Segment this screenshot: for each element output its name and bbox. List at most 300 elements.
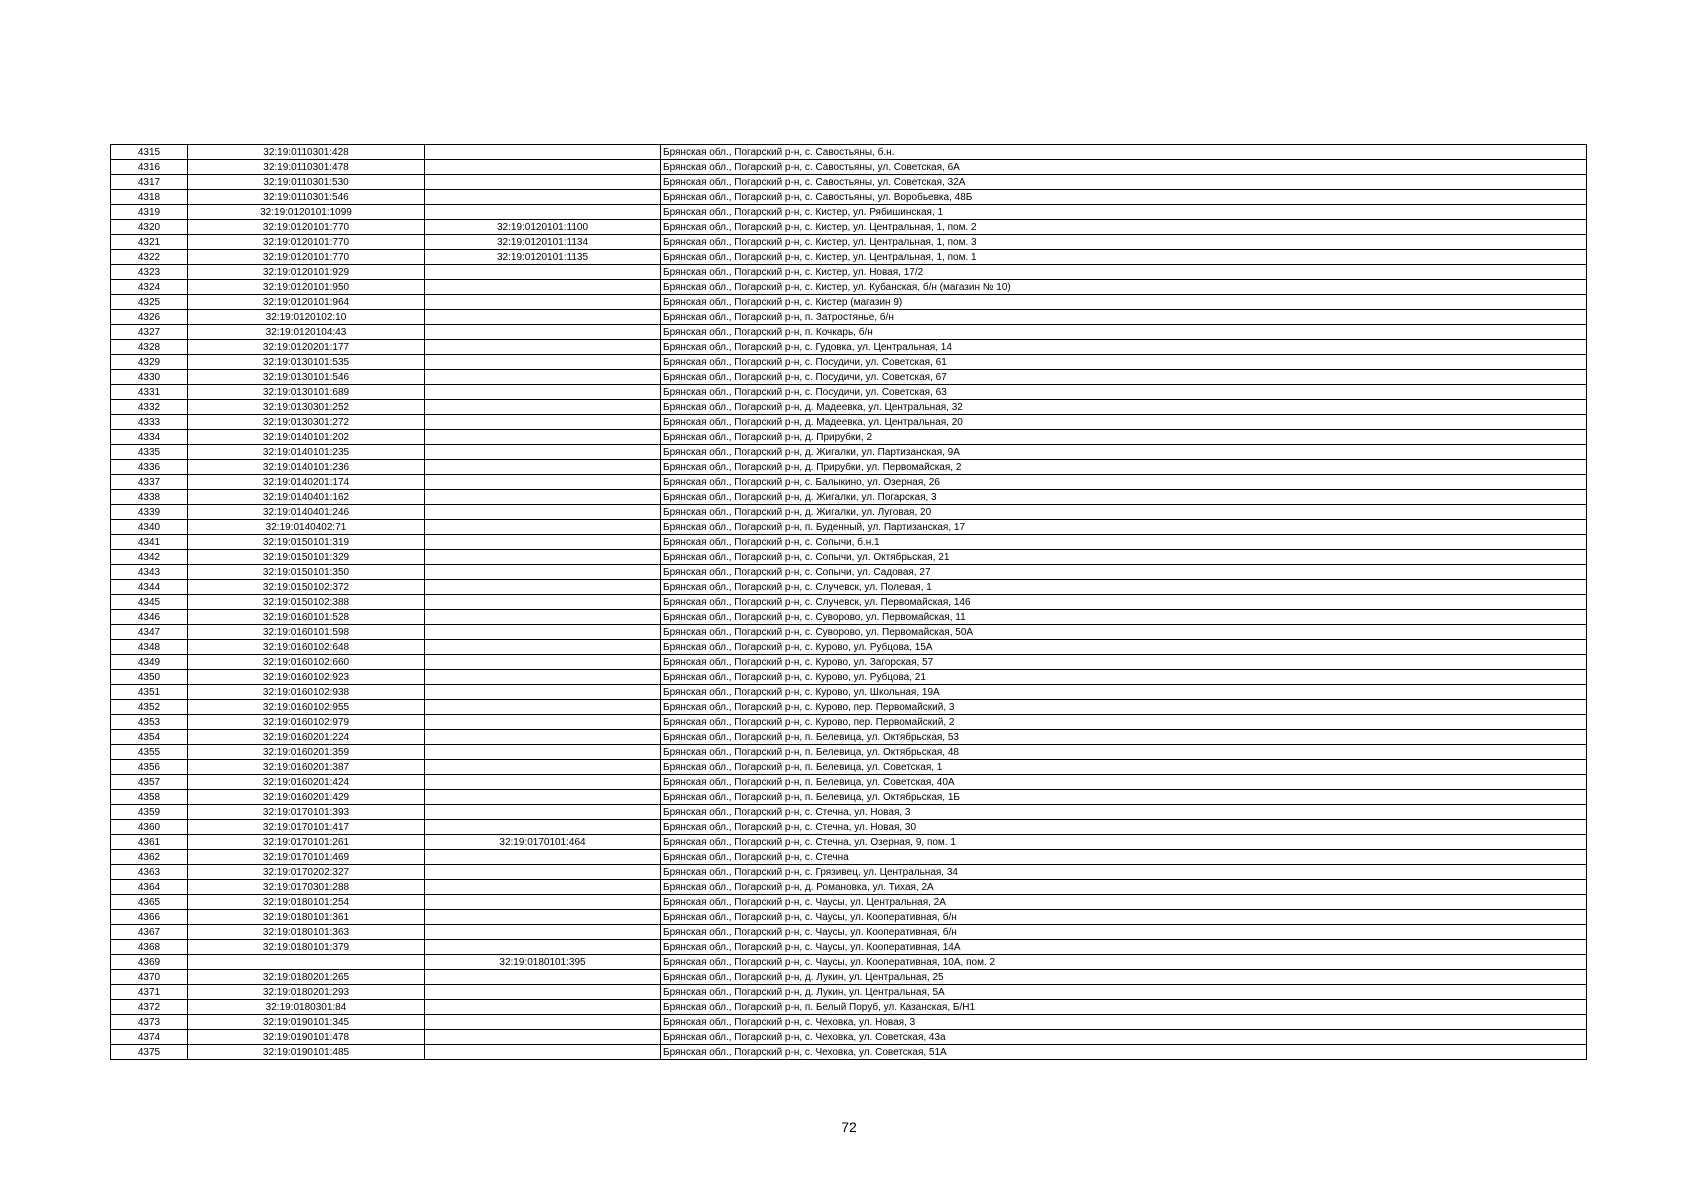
row-number-cell: 4323 xyxy=(111,265,188,280)
part-cadastral-number-cell xyxy=(425,505,661,520)
table-row xyxy=(111,460,1587,475)
row-number-cell: 4358 xyxy=(111,790,188,805)
table-row xyxy=(111,370,1587,385)
part-cadastral-number-cell xyxy=(425,775,661,790)
cadastral-number-cell: 32:19:0160201:359 xyxy=(188,745,425,760)
table-row xyxy=(111,610,1587,625)
part-cadastral-number-cell xyxy=(425,160,661,175)
part-cadastral-number-cell xyxy=(425,715,661,730)
part-cadastral-number-cell xyxy=(425,940,661,955)
address-cell: Брянская обл., Погарский р-н, с. Кистер, ул. Центральная, 1, пом. 3 xyxy=(661,235,1587,250)
cadastral-number-cell: 32:19:0120101:770 xyxy=(188,220,425,235)
table-row xyxy=(111,895,1587,910)
address-cell: Брянская обл., Погарский р-н, п. Белевица, ул. Советская, 40А xyxy=(661,775,1587,790)
part-cadastral-number-cell xyxy=(425,445,661,460)
cadastral-number-cell: 32:19:0130101:689 xyxy=(188,385,425,400)
row-number-cell: 4371 xyxy=(111,985,188,1000)
table-row xyxy=(111,985,1587,1000)
row-number-cell: 4321 xyxy=(111,235,188,250)
table-row xyxy=(111,745,1587,760)
cadastral-number-cell: 32:19:0120101:964 xyxy=(188,295,425,310)
row-number-cell: 4368 xyxy=(111,940,188,955)
address-cell: Брянская обл., Погарский р-н, п. Белый Поруб, ул. Казанская, Б/Н1 xyxy=(661,1000,1587,1015)
cadastral-number-cell: 32:19:0160102:660 xyxy=(188,655,425,670)
cadastral-number-cell: 32:19:0180201:293 xyxy=(188,985,425,1000)
cadastral-number-cell: 32:19:0170101:261 xyxy=(188,835,425,850)
table-row xyxy=(111,805,1587,820)
part-cadastral-number-cell xyxy=(425,760,661,775)
part-cadastral-number-cell xyxy=(425,970,661,985)
part-cadastral-number-cell xyxy=(425,205,661,220)
address-cell: Брянская обл., Погарский р-н, с. Курово, пер. Первомайский, 3 xyxy=(661,700,1587,715)
part-cadastral-number-cell xyxy=(425,745,661,760)
cadastral-number-cell: 32:19:0170101:469 xyxy=(188,850,425,865)
table-row xyxy=(111,220,1587,235)
table-row xyxy=(111,400,1587,415)
address-cell: Брянская обл., Погарский р-н, с. Чаусы, ул. Центральная, 2А xyxy=(661,895,1587,910)
part-cadastral-number-cell xyxy=(425,550,661,565)
row-number-cell: 4315 xyxy=(111,145,188,160)
address-cell: Брянская обл., Погарский р-н, с. Стечна, ул. Новая, 30 xyxy=(661,820,1587,835)
cadastral-number-cell: 32:19:0120101:770 xyxy=(188,235,425,250)
cadastral-number-cell: 32:19:0120201:177 xyxy=(188,340,425,355)
address-cell: Брянская обл., Погарский р-н, с. Гудовка, ул. Центральная, 14 xyxy=(661,340,1587,355)
row-number-cell: 4353 xyxy=(111,715,188,730)
cadastral-number-cell: 32:19:0160101:598 xyxy=(188,625,425,640)
cadastral-number-cell: 32:19:0160102:648 xyxy=(188,640,425,655)
part-cadastral-number-cell xyxy=(425,175,661,190)
table-row xyxy=(111,700,1587,715)
row-number-cell: 4361 xyxy=(111,835,188,850)
part-cadastral-number-cell xyxy=(425,385,661,400)
cadastral-number-cell: 32:19:0180301:84 xyxy=(188,1000,425,1015)
row-number-cell: 4327 xyxy=(111,325,188,340)
cadastral-number-cell: 32:19:0120102:10 xyxy=(188,310,425,325)
table-row xyxy=(111,550,1587,565)
address-cell: Брянская обл., Погарский р-н, п. Кочкарь, б/н xyxy=(661,325,1587,340)
address-cell: Брянская обл., Погарский р-н, д. Прирубки, 2 xyxy=(661,430,1587,445)
part-cadastral-number-cell xyxy=(425,280,661,295)
address-cell: Брянская обл., Погарский р-н, с. Чаусы, ул. Кооперативная, б/н xyxy=(661,910,1587,925)
part-cadastral-number-cell xyxy=(425,460,661,475)
part-cadastral-number-cell xyxy=(425,340,661,355)
part-cadastral-number-cell xyxy=(425,355,661,370)
cadastral-number-cell: 32:19:0140401:162 xyxy=(188,490,425,505)
row-number-cell: 4352 xyxy=(111,700,188,715)
part-cadastral-number-cell: 32:19:0120101:1100 xyxy=(425,220,661,235)
cadastral-number-cell: 32:19:0150102:388 xyxy=(188,595,425,610)
table-row xyxy=(111,505,1587,520)
table-row xyxy=(111,790,1587,805)
address-cell: Брянская обл., Погарский р-н, д. Мадеевка, ул. Центральная, 20 xyxy=(661,415,1587,430)
row-number-cell: 4318 xyxy=(111,190,188,205)
part-cadastral-number-cell: 32:19:0120101:1134 xyxy=(425,235,661,250)
table-row xyxy=(111,850,1587,865)
row-number-cell: 4359 xyxy=(111,805,188,820)
row-number-cell: 4339 xyxy=(111,505,188,520)
row-number-cell: 4331 xyxy=(111,385,188,400)
row-number-cell: 4347 xyxy=(111,625,188,640)
row-number-cell: 4346 xyxy=(111,610,188,625)
cadastral-number-cell: 32:19:0150101:329 xyxy=(188,550,425,565)
address-cell: Брянская обл., Погарский р-н, с. Сопычи, б.н.1 xyxy=(661,535,1587,550)
row-number-cell: 4356 xyxy=(111,760,188,775)
cadastral-number-cell: 32:19:0140201:174 xyxy=(188,475,425,490)
row-number-cell: 4354 xyxy=(111,730,188,745)
table-row xyxy=(111,925,1587,940)
table-row xyxy=(111,385,1587,400)
row-number-cell: 4335 xyxy=(111,445,188,460)
cadastral-number-cell: 32:19:0170301:288 xyxy=(188,880,425,895)
table-row xyxy=(111,490,1587,505)
part-cadastral-number-cell xyxy=(425,370,661,385)
cadastral-number-cell: 32:19:0120101:770 xyxy=(188,250,425,265)
row-number-cell: 4375 xyxy=(111,1045,188,1060)
cadastral-number-cell: 32:19:0190101:345 xyxy=(188,1015,425,1030)
row-number-cell: 4319 xyxy=(111,205,188,220)
cadastral-number-cell: 32:19:0160101:528 xyxy=(188,610,425,625)
table-row xyxy=(111,430,1587,445)
part-cadastral-number-cell xyxy=(425,490,661,505)
cadastral-number-cell: 32:19:0120101:950 xyxy=(188,280,425,295)
address-cell: Брянская обл., Погарский р-н, с. Кистер, ул. Рябишинская, 1 xyxy=(661,205,1587,220)
table-row xyxy=(111,295,1587,310)
address-cell: Брянская обл., Погарский р-н, д. Жигалки, ул. Погарская, 3 xyxy=(661,490,1587,505)
row-number-cell: 4374 xyxy=(111,1030,188,1045)
cadastral-number-cell: 32:19:0120101:929 xyxy=(188,265,425,280)
table-row xyxy=(111,1030,1587,1045)
part-cadastral-number-cell xyxy=(425,985,661,1000)
cadastral-number-cell: 32:19:0160201:424 xyxy=(188,775,425,790)
row-number-cell: 4366 xyxy=(111,910,188,925)
address-cell: Брянская обл., Погарский р-н, с. Кистер, ул. Центральная, 1, пом. 2 xyxy=(661,220,1587,235)
address-cell: Брянская обл., Погарский р-н, с. Посудичи, ул. Советская, 61 xyxy=(661,355,1587,370)
address-cell: Брянская обл., Погарский р-н, с. Савостьяны, ул. Воробьевка, 48Б xyxy=(661,190,1587,205)
address-cell: Брянская обл., Погарский р-н, с. Чаусы, ул. Кооперативная, б/н xyxy=(661,925,1587,940)
cadastral-number-cell: 32:19:0190101:478 xyxy=(188,1030,425,1045)
part-cadastral-number-cell xyxy=(425,850,661,865)
part-cadastral-number-cell xyxy=(425,865,661,880)
cadastral-number-cell: 32:19:0160102:938 xyxy=(188,685,425,700)
part-cadastral-number-cell xyxy=(425,580,661,595)
table-row xyxy=(111,535,1587,550)
table-row xyxy=(111,775,1587,790)
part-cadastral-number-cell xyxy=(425,265,661,280)
cadastral-number-cell: 32:19:0190101:485 xyxy=(188,1045,425,1060)
part-cadastral-number-cell xyxy=(425,1000,661,1015)
table-row xyxy=(111,865,1587,880)
row-number-cell: 4317 xyxy=(111,175,188,190)
address-cell: Брянская обл., Погарский р-н, с. Чаусы, ул. Кооперативная, 10А, пом. 2 xyxy=(661,955,1587,970)
cadastral-number-cell: 32:19:0160201:224 xyxy=(188,730,425,745)
table-row xyxy=(111,205,1587,220)
table-row xyxy=(111,1015,1587,1030)
table-row xyxy=(111,685,1587,700)
cadastral-number-cell: 32:19:0130301:252 xyxy=(188,400,425,415)
address-cell: Брянская обл., Погарский р-н, с. Курово, ул. Рубцова, 15А xyxy=(661,640,1587,655)
row-number-cell: 4357 xyxy=(111,775,188,790)
address-cell: Брянская обл., Погарский р-н, с. Сопычи, ул. Октябрьская, 21 xyxy=(661,550,1587,565)
table-row xyxy=(111,970,1587,985)
table-row xyxy=(111,820,1587,835)
cadastral-number-cell: 32:19:0160201:387 xyxy=(188,760,425,775)
part-cadastral-number-cell xyxy=(425,895,661,910)
cadastral-number-cell: 32:19:0160201:429 xyxy=(188,790,425,805)
cadastral-number-cell: 32:19:0170101:393 xyxy=(188,805,425,820)
part-cadastral-number-cell xyxy=(425,475,661,490)
address-cell: Брянская обл., Погарский р-н, с. Стечна, ул. Озерная, 9, пом. 1 xyxy=(661,835,1587,850)
address-cell: Брянская обл., Погарский р-н, п. Белевица, ул. Октябрьская, 1Б xyxy=(661,790,1587,805)
table-row xyxy=(111,265,1587,280)
row-number-cell: 4355 xyxy=(111,745,188,760)
part-cadastral-number-cell xyxy=(425,535,661,550)
part-cadastral-number-cell: 32:19:0180101:395 xyxy=(425,955,661,970)
table-row xyxy=(111,475,1587,490)
row-number-cell: 4344 xyxy=(111,580,188,595)
address-cell: Брянская обл., Погарский р-н, с. Кистер, ул. Кубанская, б/н (магазин № 10) xyxy=(661,280,1587,295)
part-cadastral-number-cell xyxy=(425,655,661,670)
part-cadastral-number-cell xyxy=(425,700,661,715)
address-cell: Брянская обл., Погарский р-н, п. Белевица, ул. Октябрьская, 48 xyxy=(661,745,1587,760)
row-number-cell: 4340 xyxy=(111,520,188,535)
row-number-cell: 4325 xyxy=(111,295,188,310)
cadastral-number-cell: 32:19:0180101:363 xyxy=(188,925,425,940)
address-cell: Брянская обл., Погарский р-н, д. Жигалки, ул. Партизанская, 9А xyxy=(661,445,1587,460)
address-cell: Брянская обл., Погарский р-н, с. Грязивец, ул. Центральная, 34 xyxy=(661,865,1587,880)
row-number-cell: 4333 xyxy=(111,415,188,430)
row-number-cell: 4348 xyxy=(111,640,188,655)
row-number-cell: 4336 xyxy=(111,460,188,475)
row-number-cell: 4367 xyxy=(111,925,188,940)
part-cadastral-number-cell xyxy=(425,730,661,745)
table-row xyxy=(111,310,1587,325)
address-cell: Брянская обл., Погарский р-н, с. Посудичи, ул. Советская, 67 xyxy=(661,370,1587,385)
part-cadastral-number-cell xyxy=(425,685,661,700)
table-row xyxy=(111,880,1587,895)
address-cell: Брянская обл., Погарский р-н, с. Чеховка, ул. Советская, 51А xyxy=(661,1045,1587,1060)
row-number-cell: 4324 xyxy=(111,280,188,295)
address-cell: Брянская обл., Погарский р-н, с. Сопычи, ул. Садовая, 27 xyxy=(661,565,1587,580)
part-cadastral-number-cell xyxy=(425,190,661,205)
address-cell: Брянская обл., Погарский р-н, с. Курово, ул. Рубцова, 21 xyxy=(661,670,1587,685)
row-number-cell: 4329 xyxy=(111,355,188,370)
cadastral-number-cell: 32:19:0130301:272 xyxy=(188,415,425,430)
address-cell: Брянская обл., Погарский р-н, с. Савостьяны, б.н. xyxy=(661,145,1587,160)
table-row xyxy=(111,340,1587,355)
table-row xyxy=(111,835,1587,850)
address-cell: Брянская обл., Погарский р-н, с. Чеховка, ул. Новая, 3 xyxy=(661,1015,1587,1030)
address-cell: Брянская обл., Погарский р-н, с. Суворово, ул. Первомайская, 50А xyxy=(661,625,1587,640)
address-cell: Брянская обл., Погарский р-н, с. Случевск, ул. Полевая, 1 xyxy=(661,580,1587,595)
row-number-cell: 4343 xyxy=(111,565,188,580)
table-row xyxy=(111,1045,1587,1060)
row-number-cell: 4372 xyxy=(111,1000,188,1015)
cadastral-number-cell: 32:19:0160102:923 xyxy=(188,670,425,685)
cadastral-number-cell: 32:19:0140101:202 xyxy=(188,430,425,445)
cadastral-number-cell: 32:19:0130101:535 xyxy=(188,355,425,370)
row-number-cell: 4334 xyxy=(111,430,188,445)
cadastral-number-cell: 32:19:0150102:372 xyxy=(188,580,425,595)
part-cadastral-number-cell xyxy=(425,625,661,640)
address-cell: Брянская обл., Погарский р-н, с. Чаусы, ул. Кооперативная, 14А xyxy=(661,940,1587,955)
address-cell: Брянская обл., Погарский р-н, п. Затростянье, б/н xyxy=(661,310,1587,325)
address-cell: Брянская обл., Погарский р-н, с. Посудичи, ул. Советская, 63 xyxy=(661,385,1587,400)
table-row xyxy=(111,910,1587,925)
table-row xyxy=(111,160,1587,175)
cadastral-number-cell: 32:19:0140101:236 xyxy=(188,460,425,475)
table-row xyxy=(111,670,1587,685)
address-cell: Брянская обл., Погарский р-н, с. Чеховка, ул. Советская, 43а xyxy=(661,1030,1587,1045)
cadastral-number-cell: 32:19:0120101:1099 xyxy=(188,205,425,220)
cadastral-number-cell: 32:19:0110301:428 xyxy=(188,145,425,160)
address-cell: Брянская обл., Погарский р-н, с. Курово, ул. Загорская, 57 xyxy=(661,655,1587,670)
part-cadastral-number-cell xyxy=(425,880,661,895)
address-cell: Брянская обл., Погарский р-н, с. Курово, пер. Первомайский, 2 xyxy=(661,715,1587,730)
cadastral-number-cell: 32:19:0140101:235 xyxy=(188,445,425,460)
row-number-cell: 4342 xyxy=(111,550,188,565)
cadastral-number-cell: 32:19:0170202:327 xyxy=(188,865,425,880)
part-cadastral-number-cell xyxy=(425,145,661,160)
table-row xyxy=(111,190,1587,205)
cadastral-number-cell xyxy=(188,955,425,970)
part-cadastral-number-cell xyxy=(425,310,661,325)
part-cadastral-number-cell xyxy=(425,295,661,310)
address-cell: Брянская обл., Погарский р-н, д. Мадеевка, ул. Центральная, 32 xyxy=(661,400,1587,415)
table-row xyxy=(111,250,1587,265)
row-number-cell: 4363 xyxy=(111,865,188,880)
table-row xyxy=(111,145,1587,160)
cadastral-number-cell: 32:19:0180101:254 xyxy=(188,895,425,910)
row-number-cell: 4337 xyxy=(111,475,188,490)
cadastral-number-cell: 32:19:0140401:246 xyxy=(188,505,425,520)
row-number-cell: 4350 xyxy=(111,670,188,685)
part-cadastral-number-cell xyxy=(425,1015,661,1030)
table-row xyxy=(111,355,1587,370)
part-cadastral-number-cell xyxy=(425,670,661,685)
part-cadastral-number-cell xyxy=(425,820,661,835)
row-number-cell: 4322 xyxy=(111,250,188,265)
part-cadastral-number-cell xyxy=(425,640,661,655)
address-cell: Брянская обл., Погарский р-н, п. Белевица, ул. Октябрьская, 53 xyxy=(661,730,1587,745)
row-number-cell: 4316 xyxy=(111,160,188,175)
table-row xyxy=(111,1000,1587,1015)
row-number-cell: 4369 xyxy=(111,955,188,970)
address-cell: Брянская обл., Погарский р-н, п. Белевица, ул. Советская, 1 xyxy=(661,760,1587,775)
part-cadastral-number-cell xyxy=(425,325,661,340)
address-cell: Брянская обл., Погарский р-н, д. Лукин, ул. Центральная, 5А xyxy=(661,985,1587,1000)
part-cadastral-number-cell xyxy=(425,400,661,415)
table-row xyxy=(111,325,1587,340)
row-number-cell: 4341 xyxy=(111,535,188,550)
registry-table-body xyxy=(111,145,1587,1060)
part-cadastral-number-cell xyxy=(425,1045,661,1060)
address-cell: Брянская обл., Погарский р-н, с. Случевск, ул. Первомайская, 146 xyxy=(661,595,1587,610)
cadastral-number-cell: 32:19:0170101:417 xyxy=(188,820,425,835)
address-cell: Брянская обл., Погарский р-н, д. Лукин, ул. Центральная, 25 xyxy=(661,970,1587,985)
row-number-cell: 4360 xyxy=(111,820,188,835)
cadastral-number-cell: 32:19:0110301:546 xyxy=(188,190,425,205)
row-number-cell: 4332 xyxy=(111,400,188,415)
row-number-cell: 4364 xyxy=(111,880,188,895)
table-row xyxy=(111,175,1587,190)
cadastral-number-cell: 32:19:0120104:43 xyxy=(188,325,425,340)
cadastral-number-cell: 32:19:0140402:71 xyxy=(188,520,425,535)
part-cadastral-number-cell: 32:19:0170101:464 xyxy=(425,835,661,850)
table-row xyxy=(111,595,1587,610)
table-row xyxy=(111,415,1587,430)
row-number-cell: 4362 xyxy=(111,850,188,865)
row-number-cell: 4365 xyxy=(111,895,188,910)
row-number-cell: 4351 xyxy=(111,685,188,700)
row-number-cell: 4328 xyxy=(111,340,188,355)
table-row xyxy=(111,565,1587,580)
row-number-cell: 4370 xyxy=(111,970,188,985)
address-cell: Брянская обл., Погарский р-н, с. Стечна xyxy=(661,850,1587,865)
address-cell: Брянская обл., Погарский р-н, с. Курово, ул. Школьная, 19А xyxy=(661,685,1587,700)
table-row xyxy=(111,625,1587,640)
cadastral-number-cell: 32:19:0150101:350 xyxy=(188,565,425,580)
part-cadastral-number-cell xyxy=(425,430,661,445)
table-row xyxy=(111,235,1587,250)
row-number-cell: 4345 xyxy=(111,595,188,610)
page-number: 72 xyxy=(841,1119,857,1135)
part-cadastral-number-cell xyxy=(425,520,661,535)
part-cadastral-number-cell xyxy=(425,790,661,805)
address-cell: Брянская обл., Погарский р-н, с. Кистер, ул. Центральная, 1, пом. 1 xyxy=(661,250,1587,265)
address-cell: Брянская обл., Погарский р-н, п. Буденный, ул. Партизанская, 17 xyxy=(661,520,1587,535)
cadastral-number-cell: 32:19:0110301:478 xyxy=(188,160,425,175)
part-cadastral-number-cell xyxy=(425,910,661,925)
address-cell: Брянская обл., Погарский р-н, д. Жигалки, ул. Луговая, 20 xyxy=(661,505,1587,520)
table-row xyxy=(111,445,1587,460)
table-row xyxy=(111,580,1587,595)
table-row xyxy=(111,760,1587,775)
part-cadastral-number-cell xyxy=(425,415,661,430)
address-cell: Брянская обл., Погарский р-н, с. Кистер (магазин 9) xyxy=(661,295,1587,310)
row-number-cell: 4338 xyxy=(111,490,188,505)
address-cell: Брянская обл., Погарский р-н, с. Балыкино, ул. Озерная, 26 xyxy=(661,475,1587,490)
address-cell: Брянская обл., Погарский р-н, д. Прирубки, ул. Первомайская, 2 xyxy=(661,460,1587,475)
cadastral-number-cell: 32:19:0180101:361 xyxy=(188,910,425,925)
table-row xyxy=(111,280,1587,295)
cadastral-number-cell: 32:19:0150101:319 xyxy=(188,535,425,550)
row-number-cell: 4320 xyxy=(111,220,188,235)
row-number-cell: 4330 xyxy=(111,370,188,385)
part-cadastral-number-cell xyxy=(425,610,661,625)
address-cell: Брянская обл., Погарский р-н, с. Стечна, ул. Новая, 3 xyxy=(661,805,1587,820)
row-number-cell: 4349 xyxy=(111,655,188,670)
table-row xyxy=(111,730,1587,745)
cadastral-number-cell: 32:19:0160102:979 xyxy=(188,715,425,730)
table-row xyxy=(111,640,1587,655)
address-cell: Брянская обл., Погарский р-н, д. Романовка, ул. Тихая, 2А xyxy=(661,880,1587,895)
address-cell: Брянская обл., Погарский р-н, с. Савостьяны, ул. Советская, 32А xyxy=(661,175,1587,190)
cadastral-number-cell: 32:19:0180201:265 xyxy=(188,970,425,985)
table-row xyxy=(111,655,1587,670)
address-cell: Брянская обл., Погарский р-н, с. Савостьяны, ул. Советская, 6А xyxy=(661,160,1587,175)
table-row xyxy=(111,520,1587,535)
part-cadastral-number-cell xyxy=(425,595,661,610)
address-cell: Брянская обл., Погарский р-н, с. Суворово, ул. Первомайская, 11 xyxy=(661,610,1587,625)
registry-table xyxy=(110,144,1587,1060)
part-cadastral-number-cell xyxy=(425,925,661,940)
cadastral-number-cell: 32:19:0110301:530 xyxy=(188,175,425,190)
row-number-cell: 4326 xyxy=(111,310,188,325)
part-cadastral-number-cell xyxy=(425,565,661,580)
cadastral-number-cell: 32:19:0130101:546 xyxy=(188,370,425,385)
row-number-cell: 4373 xyxy=(111,1015,188,1030)
cadastral-number-cell: 32:19:0160102:955 xyxy=(188,700,425,715)
